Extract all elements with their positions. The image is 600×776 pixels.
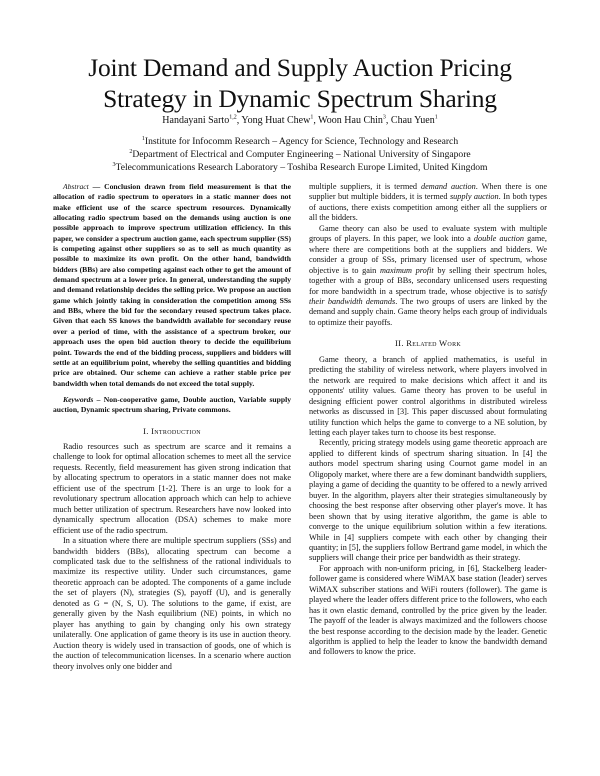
emphasis: double auction [473,234,525,244]
text-run: by selling their spectrum holes, together with a group of BBs, secondary unlicensed users requesting for more bandwidth in a spectrum trade, whose objective is to [309,265,547,296]
affiliations [40,135,560,174]
title-line-2: Strategy in Dynamic Spectrum Sharing [103,84,497,113]
left-column [53,182,291,672]
author-superscript: 1,2 [229,114,237,121]
intro-paragraph-2-continued [309,182,547,224]
text-run: . When there is one supplier but multiple bidders, it is termed [309,182,548,202]
affiliation-2 [40,148,560,161]
section-number: I. [143,425,149,436]
intro-paragraph-3 [309,224,547,329]
text-run: . The two groups of users are linked by the demand and supply chain. Game theory helps each group of individuals to optimize their payoffs. [309,296,548,327]
author-list [40,115,560,126]
section-title: Introduction [151,425,201,436]
emphasis: satisfy their bandwidth demands [309,286,547,306]
intro-paragraph-1: Radio resources such as spectrum are scarce and it remains a challenge to look for optimal allocation schemes to meet all the service requests. Recently, field measurement has given strong indication that by allocating spectrum to operators in a static manner does not make efficient use of the spectrum [1-2]. There is an urge to look for a revolutionary spectrum allocation approach which can help to achieve much better utilization of spectrum. Researchers have now looked into dynamically spectrum allocation (DSA) schemes to make more efficient use of the radio spectrum. [53,442,291,535]
related-work-paragraph-3: For approach with non-uniform pricing, in [6], Stackelberg leader-follower game is considered where WiMAX base station (leader) serves WiMAX subscriber stations and WiFi routers (follower). The game is played where the leader offers different price to the followers, who each has it own elastic demand, controlled by the price given by the leader. The payoff of the leader is always maximized and the followers choose the best response according to the decision made by the leader. Genetic algorithm is applied to help the leader to know the bandwidth demand and followers to know the price. [309,563,547,657]
affiliation-1 [40,135,560,148]
text-run: . In both types of auctions, there exists competition among either all the suppliers or all the bidders. [309,192,547,223]
emphasis: maximum profit [379,265,434,275]
affiliation-superscript: 3 [112,161,116,168]
text-run: Game theory can also be used to evaluate system with multiple groups of players. In this paper, we look into a [309,223,547,244]
text-run: game, where there are competitions both at the suppliers and bidders. We consider a group of SSs, primary licensed user of spectrum, whose objective is to gain [309,234,547,275]
intro-paragraph-2: In a situation where there are multiple spectrum suppliers (SSs) and bandwidth bidders (BBs), allocating spectrum can become a complicated task due to the selfishness of the rational individuals to maximize its respective utility. Under such circumstances, game theoretic approach can be adopted. The components of a game include the set of players (N), strategies (S), payoff (U), and is generally denoted as G = (N, S, U). The solutions to the game, if exist, are generally given by the Nash equilibrium (NE) points, in which no player has anything to gain by changing only his own strategy unilaterally. One application of game theory is its use in auction theory. Auction theory is widely used in transaction of goods, one of which is the auction of telecommunication licenses. In a scenario where auction theory involves only one bidder and [53,536,291,671]
author-superscript: 1 [434,114,438,121]
affiliation-3 [40,161,560,174]
title-line-1: Joint Demand and Supply Auction Pricing [88,53,512,82]
abstract-text: Conclusion drawn from field measurement is that the allocation of radio spectrum to operators in a static manner does not make efficient use of the scarce spectrum resources. Dynamically allocating radio spectrum based on the demands using auction is one possible approach to improve spectrum utilization efficiency. In this paper, we consider a spectrum auction game, each spectrum supplier (SS) is competing against other suppliers so as to sell as much quantity as possible to maximize its own profit. On the other hand, bandwidth bidders (BBs) are also competing against each other to get the amount of demand spectrum at a lower price. In general, understanding the supply and demand relationship decides the selling price. We propose an auction game which jointly taking in consideration the competition among SSs and BBs, where the bid for the secondary reused spectrum takes place. Given that each SS knows the bandwidth available for secondary reuse over a period of time, with the assistance of a spectrum broker, our approach uses the open bid auction theory to decide the equilibrium point. Towards the end of the bidding process, suppliers and bidders will settle at an equilibrium point, whereby the selling quantities and bidding price are obtained. Our scheme can achieve a rather stable price per bandwidth when total demands do not exceed the total supply. [53,182,291,388]
keywords-label: Keywords [63,394,94,404]
keywords-text: – Non-cooperative game, Double auction, Variable supply auction, Dynamic spectrum sharing, Private commons. [53,394,291,415]
emphasis: supply auction [449,192,499,202]
affiliation-superscript: 1 [141,135,145,142]
related-work-paragraph-2: Recently, pricing strategy models using game theoretic approach are applied to different kinds of spectrum sharing situation. In [4] the authors model spectrum sharing using Cournot game model in an Oligopoly market, where there are a few dominant bandwidth suppliers, playing a game of deciding the quantity to be offered to a newly arrived buyer. In the algorithm, players alter their strategies simultaneously by choosing the best response after observing other player's move. It has been shown that by using iterative algorithm, the game is able to converge to the unique equilibrium solution within a few iterations. While in [4] suppliers compete with each other by changing their quantity; in [5], the suppliers follow Bertrand game model, in which the suppliers will change their price per bandwidth as their strategy. [309,438,547,563]
section-title: Related Work [406,338,461,349]
affiliation-text: Department of Electrical and Computer Engineering – National University of Singapore [132,149,471,160]
right-column [309,182,547,658]
author-superscript: 3 [382,114,386,121]
author-name: , Woon Hau Chin [313,115,383,126]
section-number: II. [395,338,404,349]
author-name: , Yong Huat Chew [236,115,311,126]
abstract [53,182,291,389]
author-name: Handayani Sarto [162,115,230,126]
related-work-paragraph-1: Game theory, a branch of applied mathematics, is useful in predicting the stability of wireless network, where players involved in the network are required to make decisions which affect it and its opponents' utility values. Game theory has proven to be useful in designing efficient power control algorithms in distributed wireless networks as discussed in [3]. This paper discussed about formulating utility function which helps the game to converge to a NE solution, by letting each player takes turn to choose its best response. [309,354,547,437]
author-name: , Chau Yuen [385,115,435,126]
paper-title [40,52,560,114]
section-heading-introduction [53,426,291,436]
abstract-label: Abstract [63,182,89,191]
affiliation-text: Telecommunications Research Laboratory – Toshiba Research Europe Limited, United Kingdom [115,162,488,173]
abstract-dash: — [88,182,105,191]
emphasis: demand auction [420,182,476,191]
affiliation-text: Institute for Infocomm Research – Agency for Science, Technology and Research [144,136,459,147]
text-run: multiple suppliers, it is termed [309,182,421,191]
section-heading-related-work [309,338,547,348]
keywords [53,395,291,416]
author-superscript: 1 [310,114,314,121]
affiliation-superscript: 2 [129,148,133,155]
